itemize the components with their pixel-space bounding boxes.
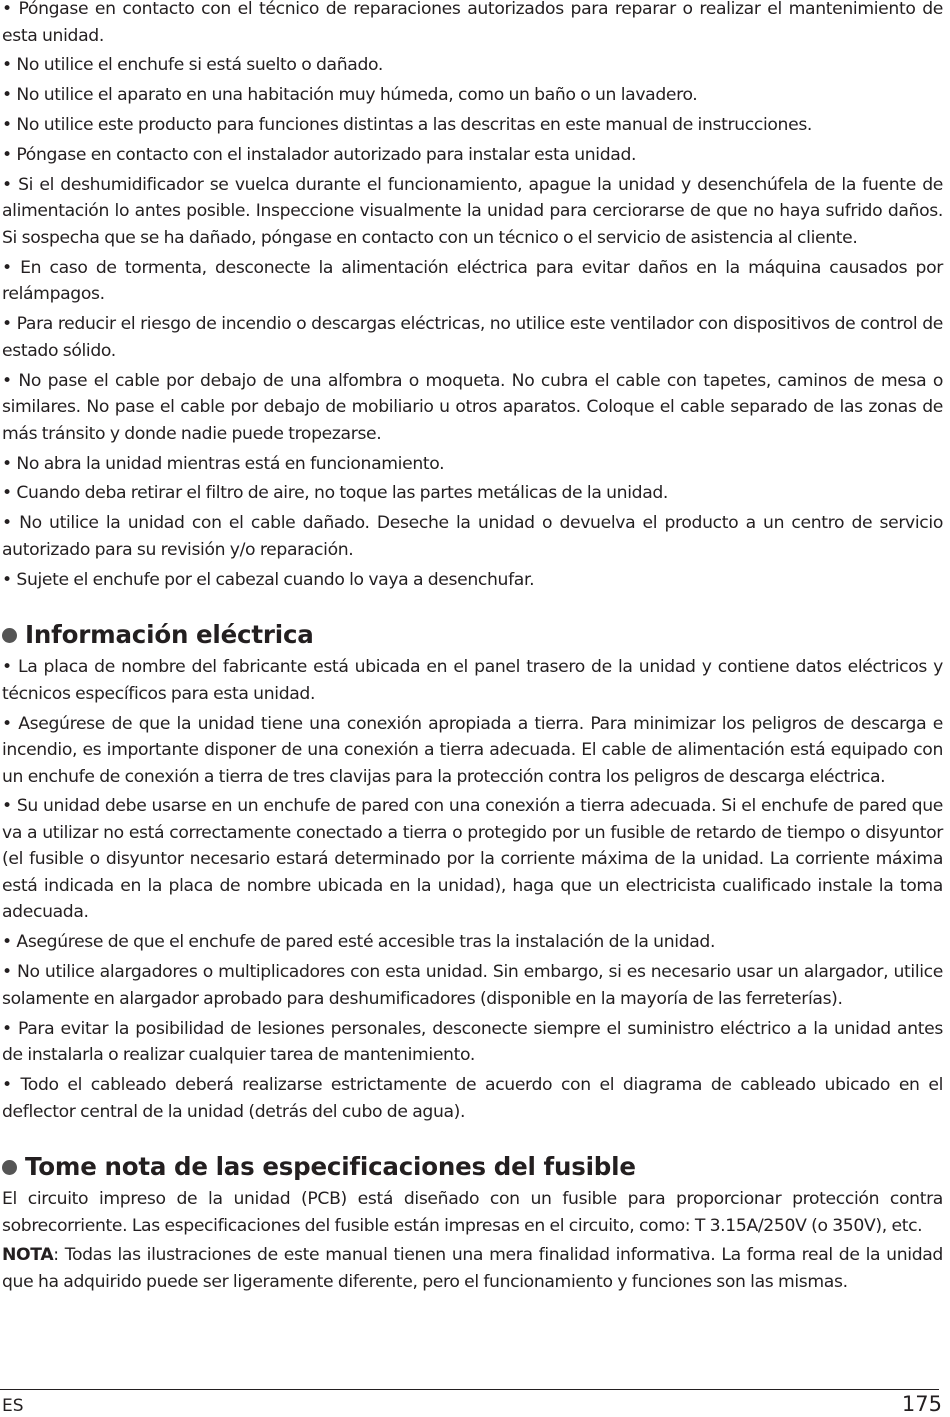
safety-bullet: • No utilice el aparato en una habitación muy húmeda, como un baño o un lavadero. bbox=[2, 82, 943, 109]
fuse-paragraph: El circuito impreso de la unidad (PCB) está diseñado con un fusible para proporcionar protección contra sobrecorriente. Las especificaciones del fusible están impresas en el circuito, como: T 3.15A/250V (o 350V), etc. bbox=[2, 1189, 943, 1236]
safety-bullet: • Si el deshumidificador se vuelca durante el funcionamiento, apague la unidad y desenchúfela de la fuente de alimentación lo antes posible. Inspeccione visualmente la unidad para cerciorarse de que no haya sufrido daños. Si sospecha que se ha dañado, póngase en contacto con un técnico o el servicio de asistencia al cliente. bbox=[2, 172, 943, 252]
electrical-bullet: • No utilice alargadores o multiplicadores con esta unidad. Sin embargo, si es necesario usar un alargador, utilice solamente en alargador aprobado para deshumificadores (disponible en la mayoría de las ferreterías). bbox=[2, 959, 943, 1012]
footer-divider bbox=[0, 1389, 939, 1390]
section-bullet-icon bbox=[2, 628, 17, 643]
safety-bullet: • Para reducir el riesgo de incendio o descargas eléctricas, no utilice este ventilador con dispositivos de control de estado sólido. bbox=[2, 311, 943, 364]
electrical-section-heading bbox=[2, 619, 943, 651]
section-bullet-icon bbox=[2, 1160, 17, 1175]
electrical-bullet-list bbox=[2, 654, 943, 1125]
safety-bullet: • No utilice este producto para funciones distintas a las descritas en este manual de instrucciones. bbox=[2, 112, 943, 139]
electrical-section-title: Información eléctrica bbox=[25, 620, 314, 650]
electrical-bullet: • Para evitar la posibilidad de lesiones personales, desconecte siempre el suministro eléctrico a la unidad antes de instalarla o realizar cualquier tarea de mantenimiento. bbox=[2, 1016, 943, 1069]
safety-bullet: • Cuando deba retirar el filtro de aire, no toque las partes metálicas de la unidad. bbox=[2, 480, 943, 507]
electrical-bullet: • Asegúrese de que la unidad tiene una conexión apropiada a tierra. Para minimizar los peligros de descarga e incendio, es importante disponer de una conexión a tierra adecuada. El cable de alimentación está equipado con un enchufe de conexión a tierra de tres clavijas para la protección contra los peligros de descarga eléctrica. bbox=[2, 711, 943, 791]
electrical-bullet: • Su unidad debe usarse en un enchufe de pared con una conexión a tierra adecuada. Si el enchufe de pared que va a utilizar no está correctamente conectado a tierra o protegido por un fusible de retardo de tiempo o disyuntor (el fusible o disyuntor necesario estará determinado por la corriente máxima de la unidad. La corriente máxima está indicada en la placa de nombre ubicada en la unidad), haga que un electricista cualificado instale la toma adecuada. bbox=[2, 793, 943, 926]
safety-bullet: • No utilice la unidad con el cable dañado. Deseche la unidad o devuelva el producto a un centro de servicio autorizado para su revisión y/o reparación. bbox=[2, 510, 943, 563]
page-content bbox=[2, 0, 943, 1299]
safety-bullet-list bbox=[2, 0, 943, 593]
note-paragraph bbox=[2, 1242, 943, 1295]
fuse-section-heading bbox=[2, 1151, 943, 1183]
fuse-section-title: Tome nota de las especificaciones del fusible bbox=[25, 1152, 636, 1182]
safety-bullet: • No pase el cable por debajo de una alfombra o moqueta. No cubra el cable con tapetes, caminos de mesa o similares. No pase el cable por debajo de mobiliario u otros aparatos. Coloque el cable separado de las zonas de más tránsito y donde nadie puede tropezarse. bbox=[2, 368, 943, 448]
safety-bullet: • No utilice el enchufe si está suelto o dañado. bbox=[2, 52, 943, 79]
safety-bullet: • En caso de tormenta, desconecte la alimentación eléctrica para evitar daños en la máquina causados por relámpagos. bbox=[2, 255, 943, 308]
electrical-bullet: • La placa de nombre del fabricante está ubicada en el panel trasero de la unidad y contiene datos eléctricos y técnicos específicos para esta unidad. bbox=[2, 654, 943, 707]
safety-bullet: • Póngase en contacto con el instalador autorizado para instalar esta unidad. bbox=[2, 142, 943, 169]
note-text: : Todas las ilustraciones de este manual tienen una mera finalidad informativa. La forma real de la unidad que ha adquirido puede ser ligeramente diferente, pero el funcionamiento y funciones son las mismas. bbox=[2, 1245, 943, 1292]
footer-language: ES bbox=[2, 1396, 24, 1416]
safety-bullet: • Sujete el enchufe por el cabezal cuando lo vaya a desenchufar. bbox=[2, 567, 943, 594]
note-label: NOTA bbox=[2, 1245, 54, 1266]
electrical-bullet: • Todo el cableado deberá realizarse estrictamente de acuerdo con el diagrama de cableado ubicado en el deflector central de la unidad (detrás del cubo de agua). bbox=[2, 1072, 943, 1125]
safety-bullet: • Póngase en contacto con el técnico de reparaciones autorizados para reparar o realizar el mantenimiento de esta unidad. bbox=[2, 0, 943, 49]
electrical-bullet: • Asegúrese de que el enchufe de pared esté accesible tras la instalación de la unidad. bbox=[2, 929, 943, 956]
safety-bullet: • No abra la unidad mientras está en funcionamiento. bbox=[2, 451, 943, 478]
page-number: 175 bbox=[901, 1392, 942, 1416]
